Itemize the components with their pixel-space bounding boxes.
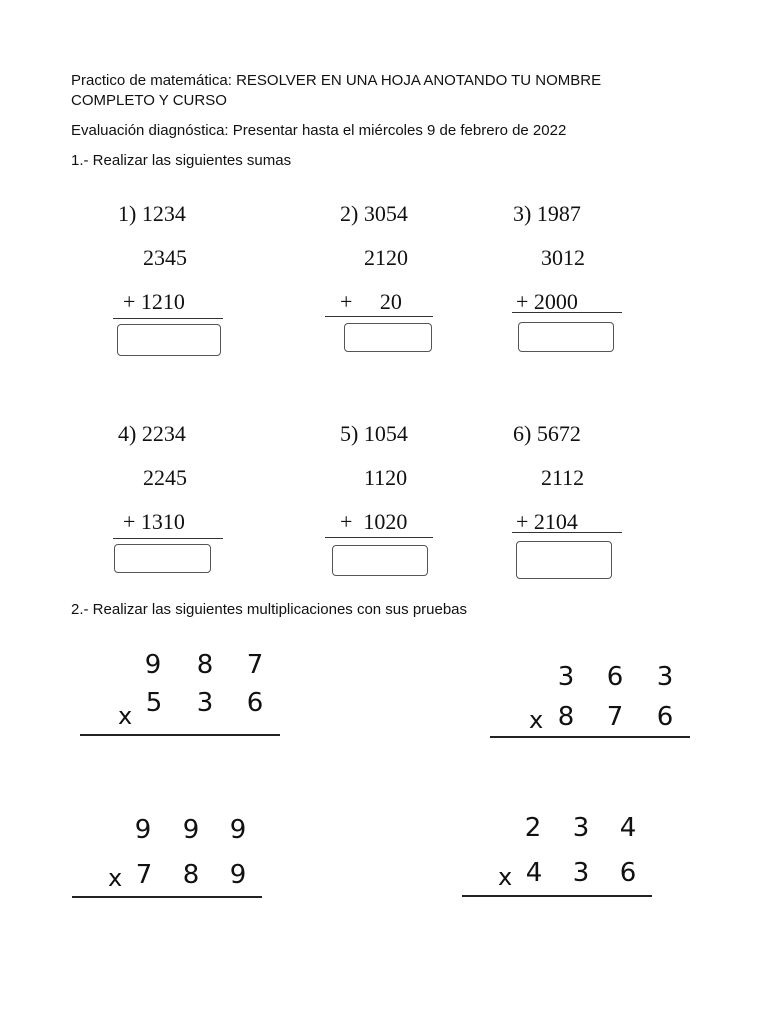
mult-3-top-digit: 9: [134, 815, 152, 845]
mult-2-bottom-digit: 8: [557, 702, 575, 732]
sum-1-line-a: 1) 1234: [118, 201, 186, 226]
mult-1-bottom-digit: 5: [145, 688, 163, 718]
mult-4-top-digit: 2: [524, 813, 542, 843]
mult-1-top-digit: 9: [144, 650, 162, 680]
title-line-2: COMPLETO Y CURSO: [71, 92, 227, 109]
sum-6-line-c: + 2104: [516, 509, 578, 534]
sum-1-answer-box[interactable]: [117, 324, 221, 356]
sum-4-line-c: + 1310: [123, 509, 185, 534]
mult-1-rule: [80, 734, 280, 736]
mult-3-top-digit: 9: [229, 815, 247, 845]
section-2-heading: 2.- Realizar las siguientes multiplicaciones con sus pruebas: [71, 601, 468, 618]
mult-1-bottom-digit: 6: [246, 688, 264, 718]
mult-2-top-digit: 3: [557, 662, 575, 692]
mult-4-times-sign: x: [498, 863, 513, 891]
sum-3-answer-box[interactable]: [518, 322, 614, 352]
sum-4-line-a: 4) 2234: [118, 421, 186, 446]
mult-2-bottom-digit: 7: [606, 702, 624, 732]
sum-6-rule: [512, 532, 622, 533]
mult-2-bottom-digit: 6: [656, 702, 674, 732]
sum-5-line-b: 1120: [364, 465, 408, 490]
sum-3-rule: [512, 312, 622, 313]
mult-3-bottom-digit: 7: [135, 860, 153, 890]
sum-1-rule: [113, 318, 223, 319]
sum-4-rule: [113, 538, 223, 539]
sum-2-rule: [325, 316, 433, 317]
sum-5-line-a: 5) 1054: [340, 421, 408, 446]
sum-4-answer-box[interactable]: [114, 544, 211, 573]
sum-6-line-b: 2112: [541, 465, 585, 490]
mult-2-top-digit: 6: [606, 662, 624, 692]
sum-3-line-b: 3012: [541, 245, 585, 270]
sum-2-line-b: 2120: [364, 245, 408, 270]
sum-2-line-c: + 20: [340, 289, 402, 314]
mult-1-top-digit: 8: [196, 650, 214, 680]
sum-5-answer-box[interactable]: [332, 545, 428, 576]
mult-3-bottom-digit: 9: [229, 860, 247, 890]
mult-3-top-digit: 9: [182, 815, 200, 845]
mult-3-times-sign: x: [108, 864, 123, 892]
mult-2-top-digit: 3: [656, 662, 674, 692]
mult-1-top-digit: 7: [246, 650, 264, 680]
title-line-1: Practico de matemática: RESOLVER EN UNA HOJA ANOTANDO TU NOMBRE: [71, 72, 602, 89]
sum-3-line-a: 3) 1987: [513, 201, 581, 226]
sum-6-line-a: 6) 5672: [513, 421, 581, 446]
sum-5-line-c: + 1020: [340, 509, 408, 534]
mult-4-rule: [462, 895, 652, 897]
sum-2-answer-box[interactable]: [344, 323, 432, 352]
mult-3-rule: [72, 896, 262, 898]
sum-1-line-b: 2345: [143, 245, 187, 270]
mult-1-bottom-digit: 3: [196, 688, 214, 718]
sum-5-rule: [325, 537, 433, 538]
mult-4-top-digit: 4: [619, 813, 637, 843]
mult-4-top-digit: 3: [572, 813, 590, 843]
mult-2-times-sign: x: [529, 706, 544, 734]
sum-4-line-b: 2245: [143, 465, 187, 490]
mult-4-bottom-digit: 3: [572, 858, 590, 888]
mult-4-bottom-digit: 6: [619, 858, 637, 888]
evaluation-line: Evaluación diagnóstica: Presentar hasta el miércoles 9 de febrero de 2022: [71, 122, 567, 139]
mult-3-bottom-digit: 8: [182, 860, 200, 890]
sum-2-line-a: 2) 3054: [340, 201, 408, 226]
sum-3-line-c: + 2000: [516, 289, 578, 314]
sum-6-answer-box[interactable]: [516, 541, 612, 579]
mult-4-bottom-digit: 4: [525, 858, 543, 888]
section-1-heading: 1.- Realizar las siguientes sumas: [71, 152, 292, 169]
mult-2-rule: [490, 736, 690, 738]
mult-1-times-sign: x: [118, 702, 133, 730]
sum-1-line-c: + 1210: [123, 289, 185, 314]
